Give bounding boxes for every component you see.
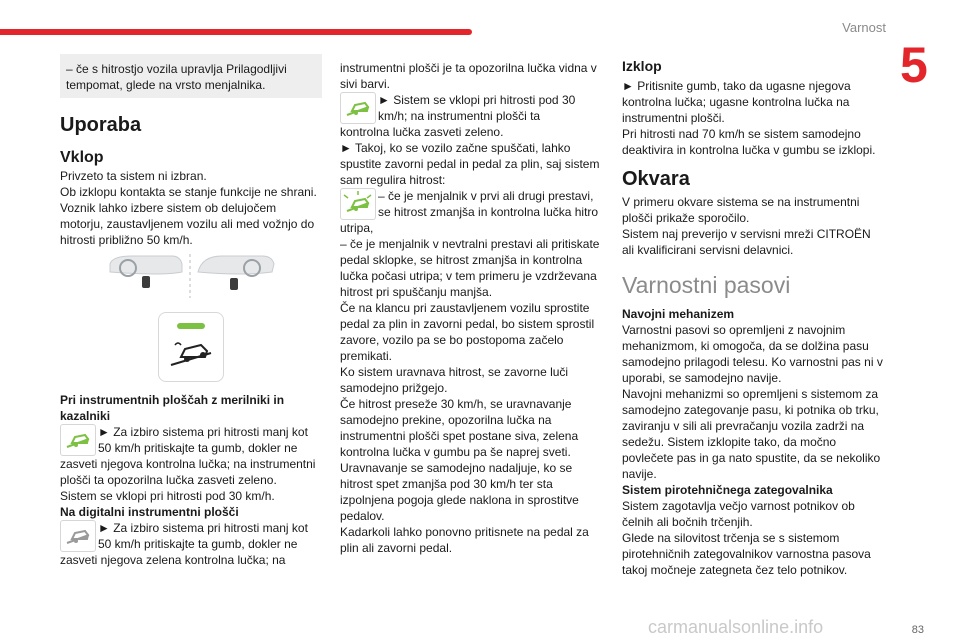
hill-descent-flashing-icon xyxy=(340,188,376,220)
paragraph: utripa, xyxy=(340,221,374,235)
paragraph: ► Za izbiro sistema pri hitrosti manj kot 50 km/h pritiskajte ta gumb, dokler ne xyxy=(98,425,308,455)
heading-vklop: Vklop xyxy=(60,149,104,166)
paragraph: Glede na silovitost trčenja se s sistemom pirotehničnih zategovalnikov varnostna pasova takoj močneje zategneta čez telo potnikov. xyxy=(622,531,871,577)
paragraph: Privzeto ta sistem ni izbran. xyxy=(60,169,207,183)
paragraph: Sistem naj preverijo v servisni mreži CITROËN ali kvalificirani servisni delavnici. xyxy=(622,227,871,257)
paragraph: – če je menjalnik v nevtralni prestavi ali pritiskate pedal sklopke, se hitrost zmanjša in kontrolna lučka počasi utripa; v tem primeru je vzdrževana hitrost pri spuščanju manjša. xyxy=(340,237,600,299)
paragraph: instrumentni plošči je ta opozorilna lučka vidna v sivi barvi. xyxy=(340,61,597,91)
section-title: Varnost xyxy=(842,20,886,35)
paragraph: Ko sistem uravnava hitrost, se zavorne luči samodejno prižgejo. xyxy=(340,365,569,395)
paragraph: V primeru okvare sistema se na instrumentni plošči prikaže sporočilo. xyxy=(622,195,860,225)
paragraph: ► Pritisnite gumb, tako da ugasne njegova kontrolna lučka; ugasne kontrolna lučka na instrumentni plošči. xyxy=(622,79,851,125)
paragraph: Pri hitrosti nad 70 km/h se sistem samodejno deaktivira in kontrolna lučka v gumbu se izklopi. xyxy=(622,127,876,157)
chapter-number: 5 xyxy=(900,37,928,93)
heading-navojni-mehanizem: Navojni mehanizem xyxy=(622,307,735,321)
heading-izklop: Izklop xyxy=(622,58,662,74)
paragraph: Sistem se vklopi pri hitrosti pod 30 km/h. xyxy=(60,489,275,503)
hill-descent-green-icon xyxy=(60,424,96,456)
paragraph: Ob izklopu kontakta se stanje funkcije ne shrani. xyxy=(60,185,317,199)
paragraph: Varnostni pasovi so opremljeni z navojnim mehanizmom, ki omogoča, da se dolžina pasu samodejno prilagodi telesu. Ko varnostni pas ni v uporabi, se samodejno navije. xyxy=(622,323,883,385)
paragraph: Sistem zagotavlja večjo varnost potnikov ob čelnih ali bočnih trčenjih. xyxy=(622,499,855,529)
paragraph: zasveti njegova kontrolna lučka; na instrumentni plošči ta opozorilna lučka zasveti zeleno. xyxy=(60,457,316,487)
paragraph: – če je menjalnik v prvi ali drugi prestavi, se hitrost zmanjša in kontrolna lučka hitro xyxy=(378,189,599,219)
paragraph: Če hitrost preseže 30 km/h, se uravnavanje samodejno prekine, opozorilna lučka na instrumentni plošči spet postane siva, zelena kontrolna lučka v gumbu pa še naprej sveti. xyxy=(340,397,579,459)
paragraph: ► Za izbiro sistema pri hitrosti manj kot 50 km/h pritiskajte ta gumb, dokler ne xyxy=(98,521,308,551)
heading-uporaba: Uporaba xyxy=(60,114,142,136)
paragraph: ► Takoj, ko se vozilo začne spuščati, lahko spustite zavorni pedal in pedal za plin, saj sistem sam regulira hitrost: xyxy=(340,141,600,187)
paragraph: Voznik lahko izbere sistem ob delujočem motorju, zaustavljenem vozilu ali med vožnjo do hitrosti približno 50 km/h. xyxy=(60,201,315,247)
hill-descent-grey-icon xyxy=(60,520,96,552)
paragraph: ► Sistem se vklopi pri hitrosti pod 30 km/h; na instrumentni plošči ta xyxy=(378,93,576,123)
heading-analog-cluster: Pri instrumentnih ploščah z merilniki in kazalniki xyxy=(60,393,285,423)
heading-varnostni-pasovi: Varnostni pasovi xyxy=(622,272,791,298)
paragraph: Če na klancu pri zaustavljenem vozilu sprostite pedal za plin in zavorni pedal, bo sistem sprostil zavore, vozilo pa se bo postopoma začelo premikati. xyxy=(340,301,595,363)
heading-pirotehnicni-zategovalnik: Sistem pirotehničnega zategovalnika xyxy=(622,483,833,497)
page-number: 83 xyxy=(911,624,924,636)
paragraph: zasveti njegova zelena kontrolna lučka; na xyxy=(60,553,286,567)
watermark: carmanualsonline.info xyxy=(648,617,824,637)
hill-descent-green-icon xyxy=(340,92,376,124)
heading-digital-cluster: Na digitalni instrumentni plošči xyxy=(60,505,239,519)
info-note: – če s hitrostjo vozila upravlja Prilagodljivi tempomat, glede na vrsto menjalnika. xyxy=(60,54,322,98)
hill-descent-icon xyxy=(159,313,223,381)
paragraph: kontrolna lučka zasveti zeleno. xyxy=(340,125,504,139)
paragraph: Uravnavanje se samodejno nadaljuje, ko se hitrost spet zmanjša pod 30 km/h ter sta izpolnjena pogoja glede naklona in sprostitve pedalov. xyxy=(340,461,579,523)
hill-descent-button[interactable] xyxy=(158,312,224,382)
paragraph: Kadarkoli lahko ponovno pritisnete na pedal za plin ali zavorni pedal. xyxy=(340,525,589,555)
hill-descent-button-illustration xyxy=(102,252,278,302)
heading-okvara: Okvara xyxy=(622,168,690,190)
header-accent-bar xyxy=(0,29,472,35)
paragraph: Navojni mehanizmi so opremljeni s sistemom za samodejno zategovanje pasu, ki potnika ob trku, zaviranju v sili ali prevračanju vozila zadrži na sedežu. Sistem izklopite tako, da močno povlečete pas in ga nato spustite, da se nekoliko navije. xyxy=(622,387,881,481)
